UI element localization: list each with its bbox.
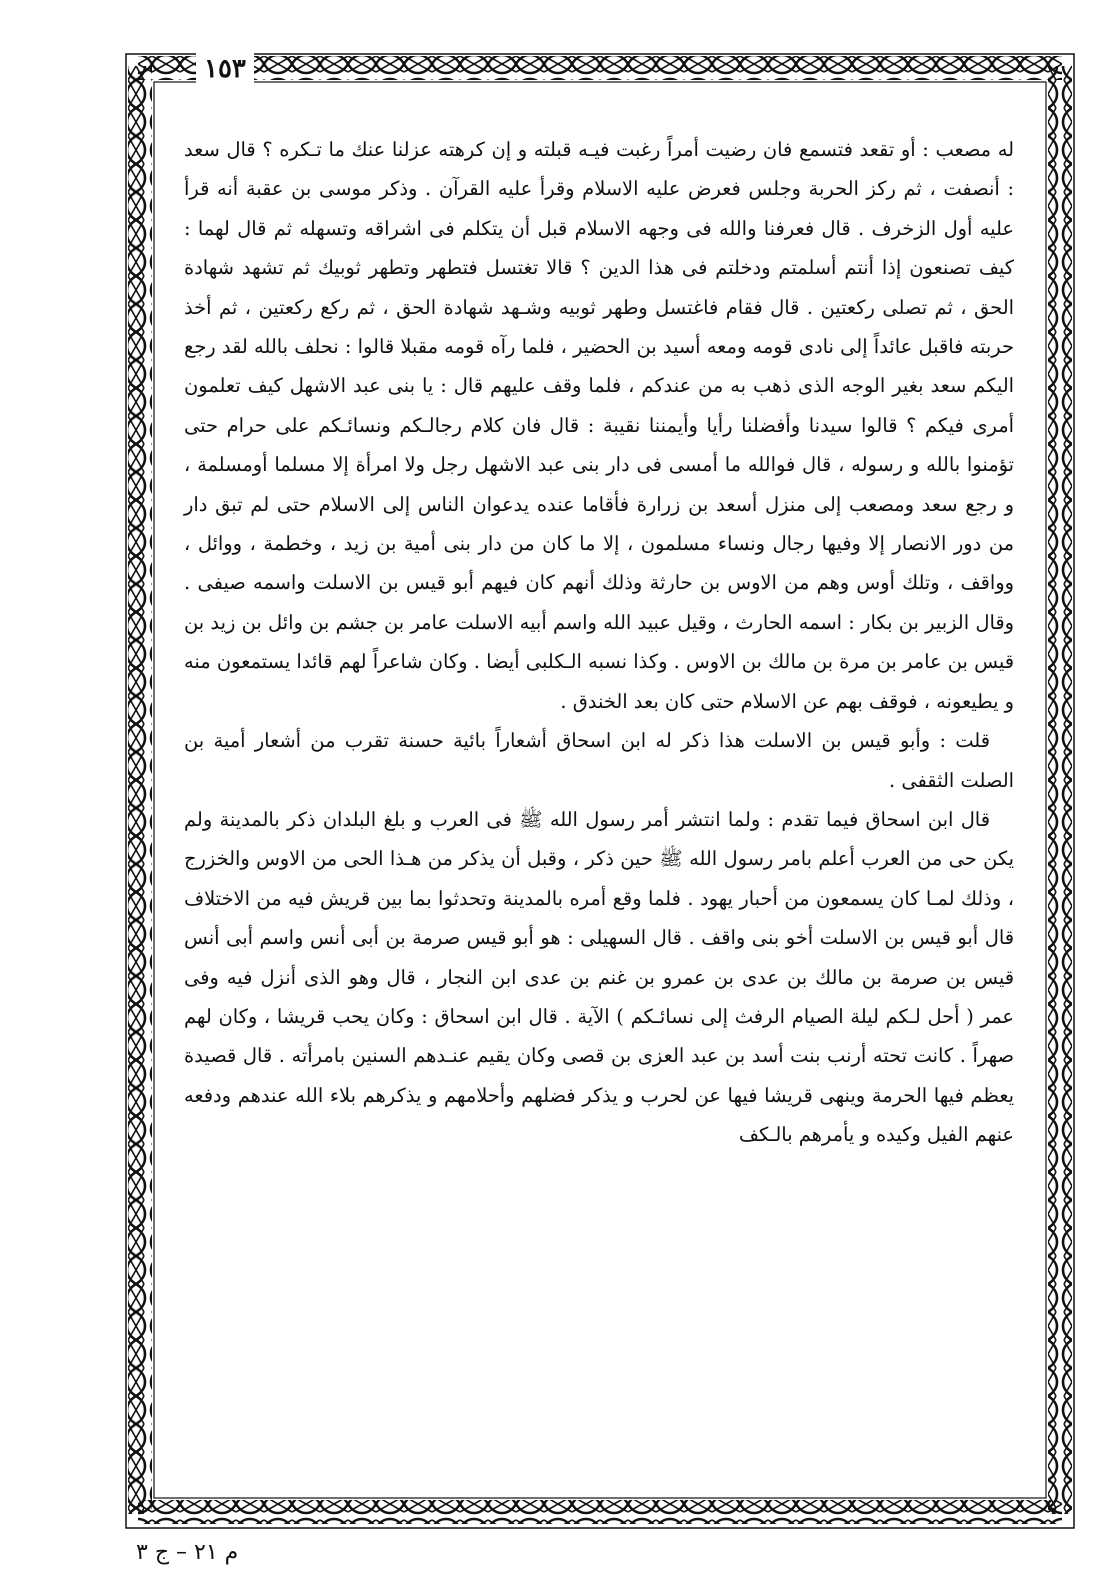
paragraph: له مصعب : أو تقعد فتسمع فان رضيت أمراً رغبت فيـه قبلته و إن كرهته عزلنا عنك ما تـكره ؟ قال سعد : أنصفت ، ثم ركز الحربة وجلس فعرض عليه الاسلام وقرأ عليه القرآن . وذكر موسى بن عقبة أنه قرأ عليه أول الزخرف . قال فعرفنا والله فى وجهه الاسلام قبل أن يتكلم فى اشراقه وتسهله ثم قال لهما : كيف تصنعون إذا أنتم أسلمتم ودخلتم فى هذا الدين ؟ قالا تغتسل فتطهر وتطهر ثوبيك ثم تشهد شهادة الحق ، ثم تصلى ركعتين . قال فقام فاغتسل وطهر ثوبيه وشـهد شهادة الحق ، ثم ركع ركعتين ، ثم أخذ حربته فاقبل عائداً إلى نادى قومه ومعه أسيد بن الحضير ، فلما رآه قومه مقبلا قالوا : نحلف بالله لقد رجع اليكم سعد بغير الوجه الذى ذهب به من عندكم ، فلما وقف عليهم قال : يا بنى عبد الاشهل كيف تعلمون أمرى فيكم ؟ قالوا سيدنا وأفضلنا رأيا وأيمننا نقيبة : قال فان كلام رجالـكم ونسائـكم على حرام حتى تؤمنوا بالله و رسوله ، قال فوالله ما أمسى فى دار بنى عبد الاشهل رجل ولا امرأة إلا مسلما أومسلمة ، و رجع سعد ومصعب إلى منزل أسعد بن زرارة فأقاما عنده يدعوان الناس إلى الاسلام حتى لم تبق دار من دور الانصار إلا وفيها رجال ونساء مسلمون ، إلا ما كان من دار بنى أمية بن زيد ، وخطمة ، ووائل ، وواقف ، وتلك أوس وهم من الاوس بن حارثة وذلك أنهم كان فيهم أبو قيس بن الاسلت واسمه صيفى . وقال الزبير بن بكار : اسمه الحارث ، وقيل عبيد الله واسم أبيه الاسلت عامر بن جشم بن وائل بن زيد بن قيس بن عامر بن مرة بن مالك بن الاوس . وكذا نسبه الـكلبى أيضا . وكان شاعراً لهم قائدا يستمعون منه و يطيعونه ، فوقف بهم عن الاسلام حتى كان بعد الخندق .: [184, 138, 1014, 713]
page-number: ١٥٣: [196, 52, 254, 86]
signature-mark: م ٢١ – ج ٣: [136, 1540, 239, 1565]
paragraph: قال ابن اسحاق فيما تقدم : ولما انتشر أمر رسول الله ﷺ فى العرب و بلغ البلدان ذكر بالمدينة ولم يكن حى من العرب أعلم بامر رسول الله ﷺ حين ذكر ، وقبل أن يذكر من هـذا الحى من الاوس والخزرج ، وذلك لمـا كان يسمعون من أحبار يهود . فلما وقع أمره بالمدينة وتحدثوا بما بين قريش فيه من الاختلاف قال أبو قيس بن الاسلت أخو بنى واقف . قال السهيلى : هو أبو قيس صرمة بن أبى أنس واسم أبى أنس قيس بن صرمة بن مالك بن عدى بن عمرو بن غنم بن عدى ابن النجار ، قال وهو الذى أنزل فيه وفى عمر ( أحل لـكم ليلة الصيام الرفث إلى نسائـكم ) الآية . قال ابن اسحاق : وكان يحب قريشا ، وكان لهم صهراً . كانت تحته أرنب بنت أسد بن عبد العزى بن قصى وكان يقيم عنـدهم السنين بامرأته . قال قصيدة يعظم فيها الحرمة وينهى قريشا فيها عن لحرب و يذكر فضلهم وأحلامهم و يذكرهم بلاء الله عندهم ودفعه عنهم الفيل وكيده و يأمرهم بالـكف: [184, 807, 1014, 1147]
page-body: [184, 130, 1014, 1155]
paragraph: قلت : وأبو قيس بن الاسلت هذا ذكر له ابن اسحاق أشعاراً بائية حسنة تقرب من أشعار أمية بن الصلت الثقفى .: [184, 729, 1014, 792]
